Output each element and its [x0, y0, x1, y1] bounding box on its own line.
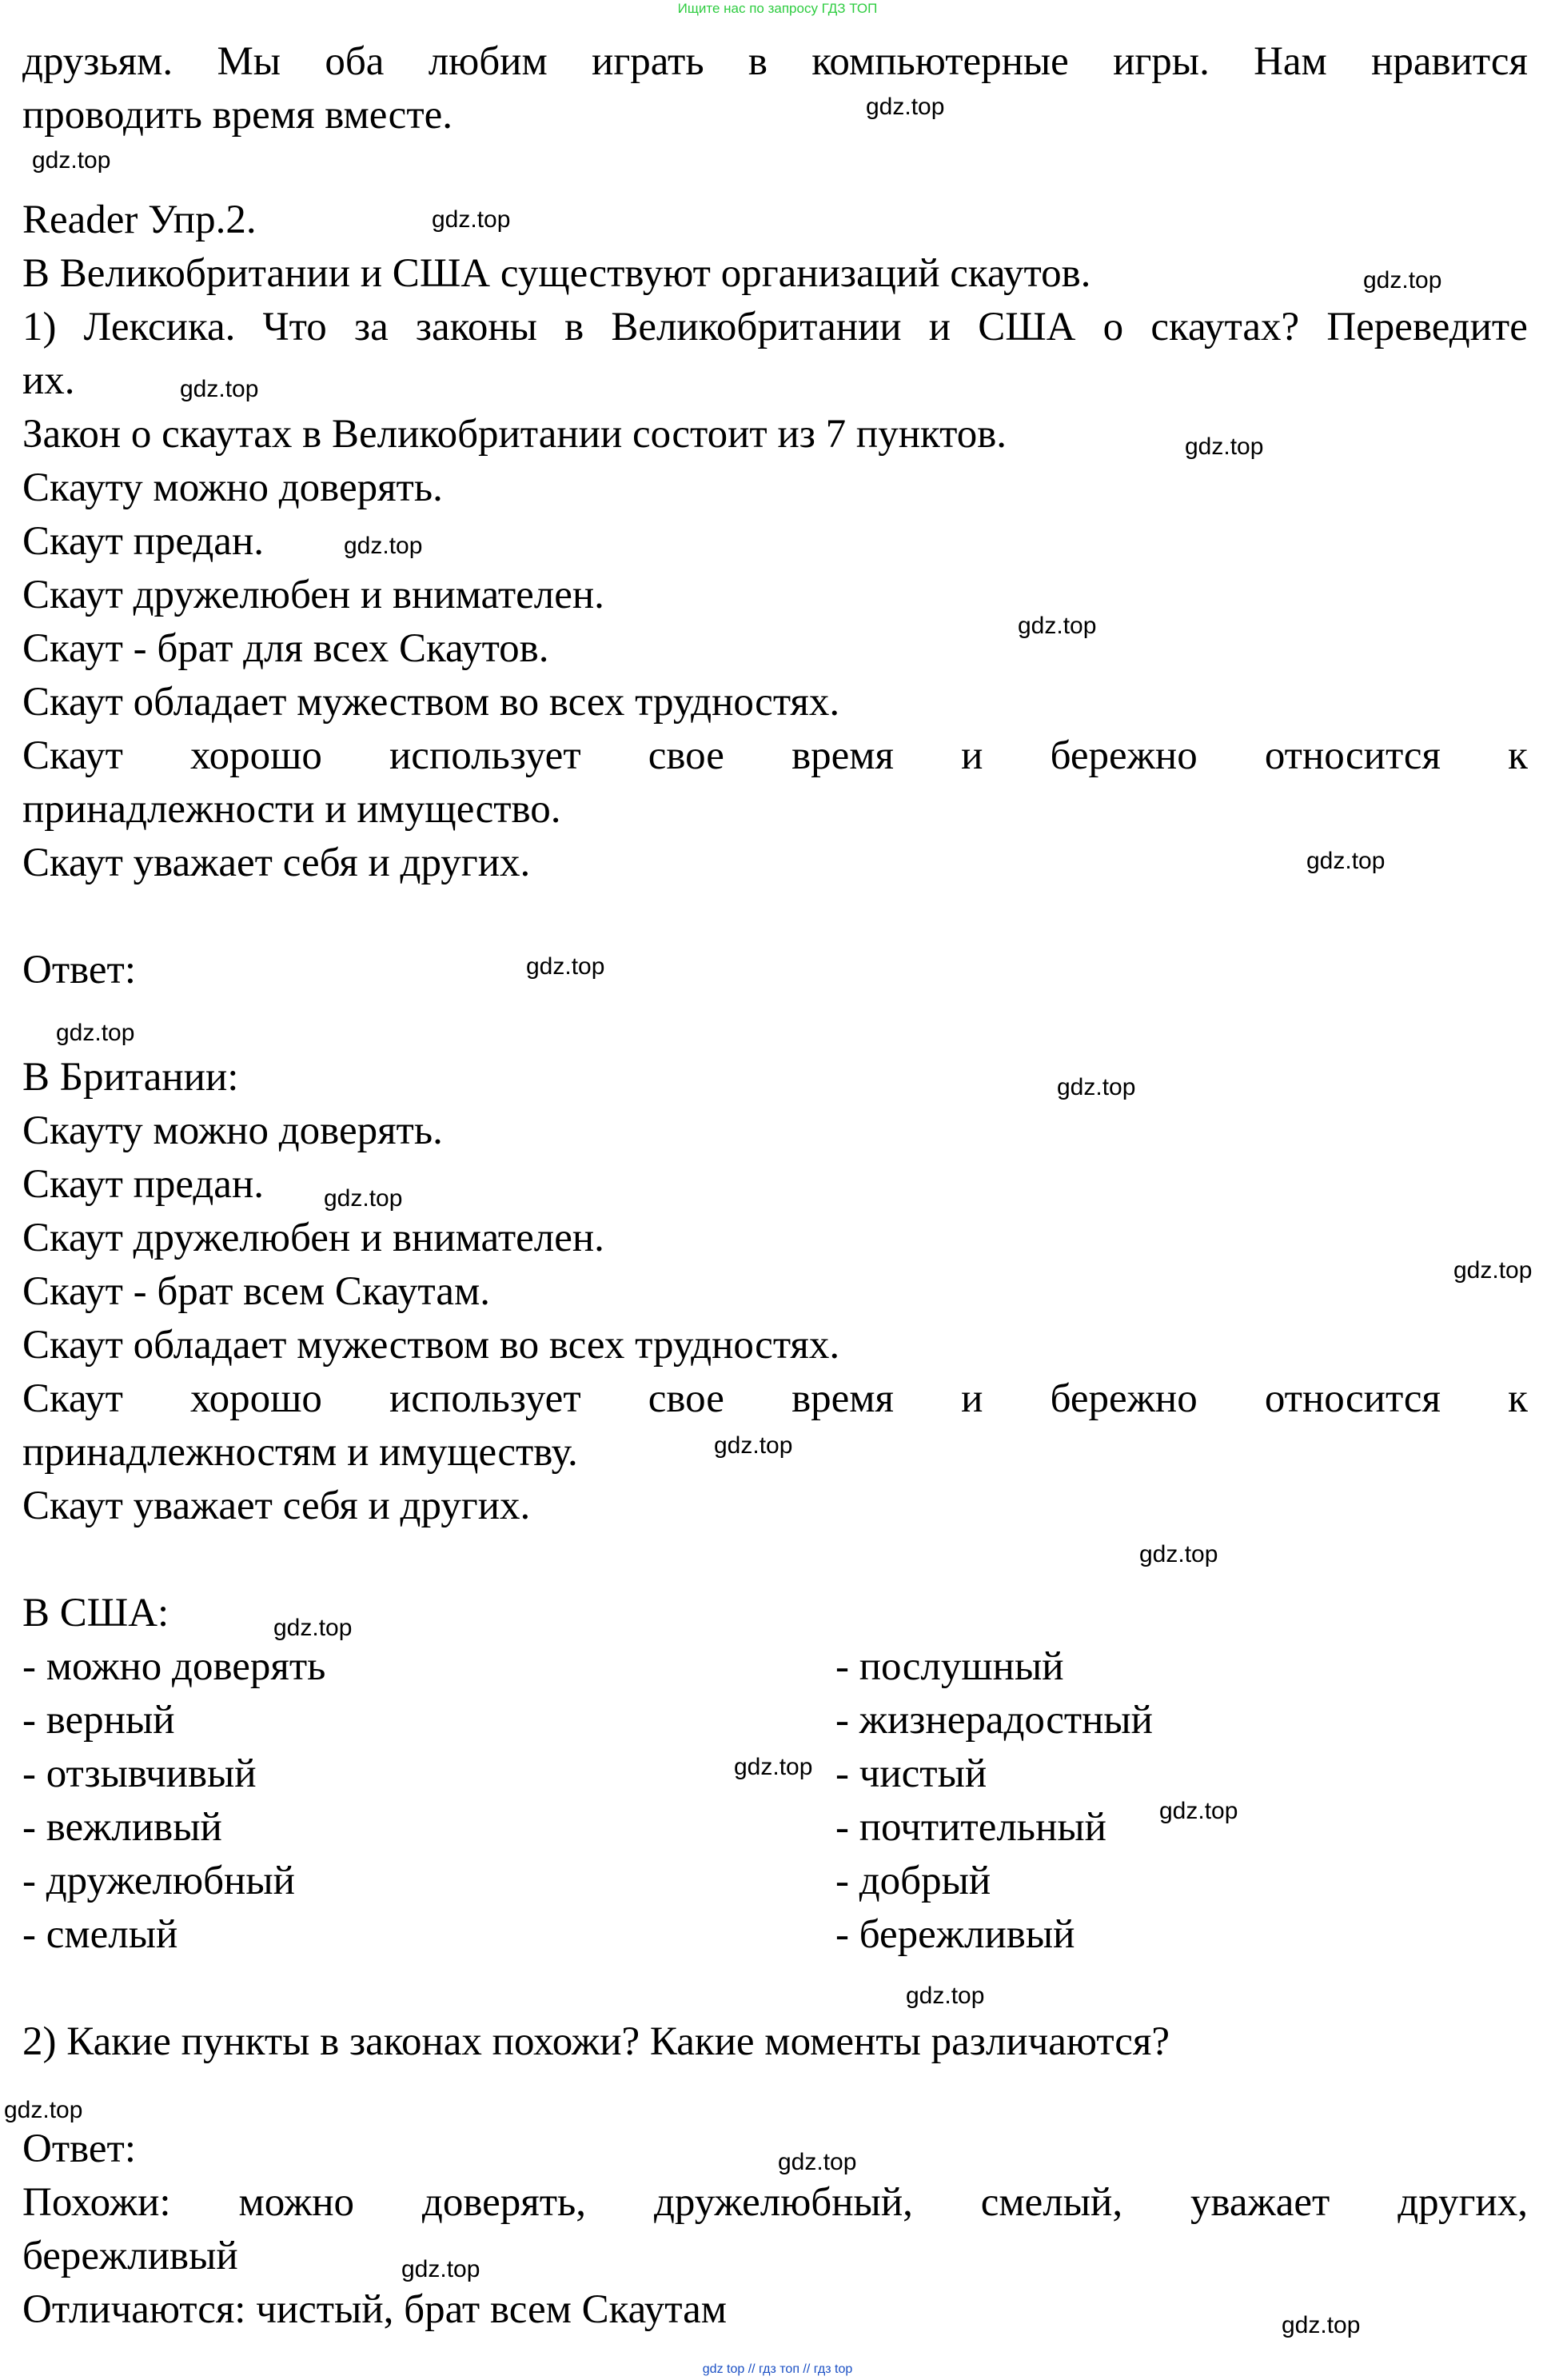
- usa-trait-left: - можно доверять: [22, 1644, 326, 1689]
- watermark: gdz.top: [1185, 433, 1264, 460]
- usa-trait-left: - вежливый: [22, 1805, 222, 1850]
- law-item: Скаут - брат для всех Скаутов.: [22, 626, 549, 671]
- watermark: gdz.top: [273, 1615, 353, 1641]
- watermark: gdz.top: [1139, 1541, 1218, 1567]
- usa-trait-right: - почтительный: [835, 1805, 1106, 1850]
- law-item: Скаут дружелюбен и внимателен.: [22, 573, 604, 617]
- watermark: gdz.top: [1057, 1074, 1136, 1100]
- britain-item: Скауту можно доверять.: [22, 1108, 443, 1153]
- watermark: gdz.top: [401, 2256, 480, 2282]
- britain-item: Скаут предан.: [22, 1162, 264, 1207]
- task2-answer-label: Ответ:: [22, 2126, 136, 2171]
- watermark: gdz.top: [714, 1432, 793, 1459]
- task2-question: 2) Какие пункты в законах похожи? Какие моменты различаются?: [22, 2019, 1170, 2064]
- watermark: gdz.top: [778, 2149, 857, 2175]
- usa-trait-right: - добрый: [835, 1859, 991, 1903]
- watermark: gdz.top: [56, 1020, 135, 1046]
- watermark: gdz.top: [180, 376, 259, 402]
- usa-trait-right: - чистый: [835, 1751, 987, 1796]
- watermark: gdz.top: [526, 953, 605, 980]
- exercise-title: Reader Упр.2.: [22, 198, 257, 242]
- task1-line-1: 1) Лексика. Что за законы в Великобритании и США о скаутах? Переведите: [22, 305, 1528, 349]
- usa-trait-left: - отзывчивый: [22, 1751, 257, 1796]
- britain-item: Скаут - брат всем Скаутам.: [22, 1269, 490, 1314]
- intro-line-1: друзьям. Мы оба любим играть в компьютерные игры. Нам нравится: [22, 39, 1528, 84]
- usa-trait-right: - послушный: [835, 1644, 1064, 1689]
- usa-trait-right: - бережливый: [835, 1912, 1075, 1957]
- britain-item: Скаут уважает себя и других.: [22, 1484, 531, 1528]
- usa-trait-left: - дружелюбный: [22, 1859, 295, 1903]
- britain-item: Скаут обладает мужеством во всех трудностях.: [22, 1323, 840, 1368]
- law-intro: Закон о скаутах в Великобритании состоит из 7 пунктов.: [22, 412, 1007, 457]
- watermark: gdz.top: [1306, 848, 1386, 874]
- law-item: Скауту можно доверять.: [22, 465, 443, 510]
- usa-heading: В США:: [22, 1591, 169, 1635]
- britain-heading: В Британии:: [22, 1055, 239, 1100]
- task2-similar: Похожи: можно доверять, дружелюбный, смелый, уважает других,: [22, 2180, 1528, 2225]
- britain-item: Скаут хорошо использует свое время и бережно относится к: [22, 1376, 1528, 1421]
- answer-label: Ответ:: [22, 948, 136, 992]
- watermark: gdz.top: [1282, 2312, 1361, 2338]
- law-item: Скаут предан.: [22, 519, 264, 564]
- watermark: gdz.top: [432, 206, 511, 233]
- watermark: gdz.top: [1018, 613, 1097, 639]
- britain-item-continuation: принадлежностям и имуществу.: [22, 1430, 578, 1475]
- law-item: Скаут хорошо использует свое время и бережно относится к: [22, 733, 1528, 778]
- watermark: gdz.top: [344, 533, 423, 559]
- britain-item: Скаут дружелюбен и внимателен.: [22, 1216, 604, 1260]
- usa-trait-left: - смелый: [22, 1912, 178, 1957]
- task2-different: Отличаются: чистый, брат всем Скаутам: [22, 2287, 728, 2332]
- task2-similar-continuation: бережливый: [22, 2234, 238, 2278]
- exercise-intro: В Великобритании и США существуют организаций скаутов.: [22, 251, 1091, 296]
- usa-trait-right: - жизнерадостный: [835, 1698, 1153, 1743]
- law-item: Скаут обладает мужеством во всех трудностях.: [22, 680, 840, 725]
- task1-line-2: их.: [22, 358, 75, 403]
- watermark: gdz.top: [1363, 267, 1442, 294]
- watermark: gdz.top: [32, 147, 111, 174]
- watermark: gdz.top: [906, 1983, 985, 2009]
- watermark: gdz.top: [734, 1754, 813, 1780]
- law-item-continuation: принадлежности и имущество.: [22, 787, 561, 832]
- law-item: Скаут уважает себя и других.: [22, 841, 531, 885]
- intro-line-2: проводить время вместе.: [22, 93, 453, 138]
- search-hint-link[interactable]: Ищите нас по запросу ГДЗ ТОП: [677, 1, 878, 16]
- footer-links[interactable]: gdz top // гдз топ // гдз top: [702, 2362, 853, 2376]
- usa-trait-left: - верный: [22, 1698, 175, 1743]
- watermark: gdz.top: [1453, 1257, 1533, 1284]
- watermark: gdz.top: [1159, 1798, 1238, 1824]
- watermark: gdz.top: [324, 1185, 403, 1212]
- watermark: gdz.top: [4, 2097, 83, 2123]
- watermark: gdz.top: [866, 94, 945, 120]
